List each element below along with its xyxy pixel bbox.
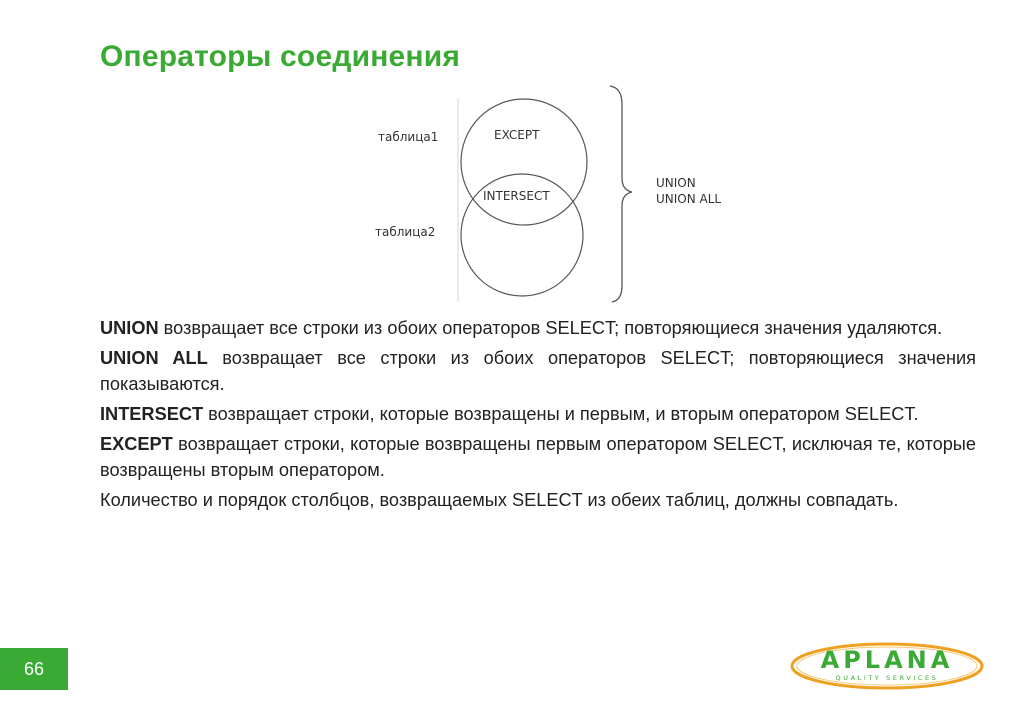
paragraph-text: возвращает все строки из обоих операторов SELECT; повторяющиеся значения удаляются. <box>158 318 943 338</box>
table1-circle <box>461 99 587 225</box>
page-number: 66 <box>23 658 45 679</box>
table1-label: таблица1 <box>378 130 439 144</box>
keyword: UNION ALL <box>100 348 208 368</box>
keyword: UNION <box>100 318 159 338</box>
paragraph-text: возвращает все строки из обоих операторов SELECT; повторяющиеся значения показываются. <box>100 348 976 394</box>
page-number-badge <box>0 648 68 690</box>
paragraph-intersect <box>100 401 976 427</box>
paragraph-text: возвращает строки, которые возвращены первым оператором SELECT, исключая те, которые возвращены вторым оператором. <box>100 434 976 480</box>
slide-title: Операторы соединения <box>100 40 461 73</box>
keyword: EXCEPT <box>100 434 173 454</box>
operator-descriptions <box>100 315 976 517</box>
keyword: INTERSECT <box>100 404 204 424</box>
paragraph-union <box>100 315 976 341</box>
union-label: UNION <box>656 176 696 190</box>
intersect-label: INTERSECT <box>483 189 550 203</box>
paragraph-text: возвращает строки, которые возвращены и первым, и вторым оператором SELECT. <box>203 404 919 424</box>
except-label: EXCEPT <box>494 128 540 142</box>
paragraph-except <box>100 431 976 483</box>
table2-label: таблица2 <box>375 225 436 239</box>
union-all-label: UNION ALL <box>656 192 722 206</box>
venn-diagram <box>360 80 760 310</box>
logo-brand: APLANA <box>820 646 954 674</box>
paragraph-text: Количество и порядок столбцов, возвращаемых SELECT из обеих таблиц, должны совпадать. <box>100 490 899 510</box>
paragraph-union-all <box>100 345 976 397</box>
paragraph-columns-note <box>100 487 976 513</box>
logo-tagline: QUALITY SERVICES <box>835 674 939 682</box>
union-brace <box>610 86 632 302</box>
aplana-logo <box>789 640 985 692</box>
